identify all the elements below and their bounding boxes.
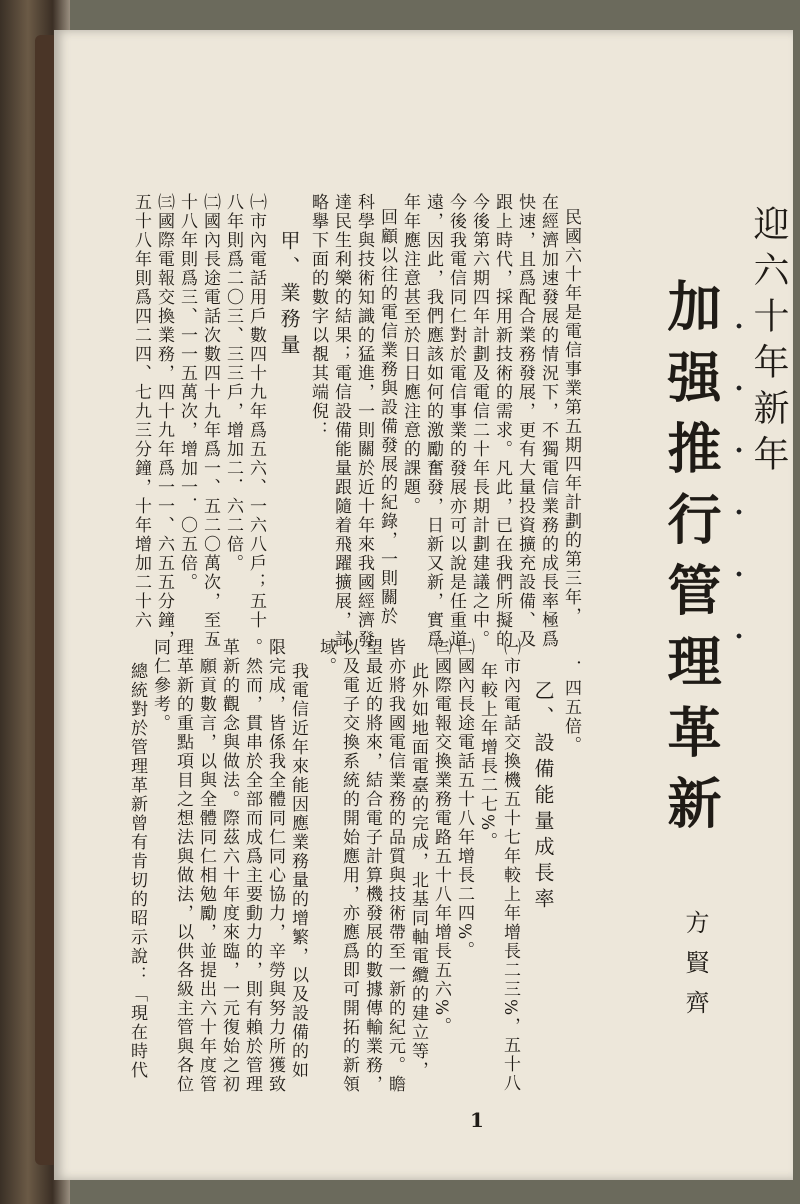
text-column: 革新的觀念與做法。際茲六十年度來臨，一元復始之初 — [219, 638, 239, 1094]
text-column: ，願貢數言，以與全體同仁相勉勵，並提出六十年度管 — [196, 638, 216, 1094]
text-column: 回顧以往的電信業務與設備發展的紀錄，一則關於 — [377, 208, 397, 626]
section-heading: 甲、業務量 — [277, 230, 301, 360]
text-column: 同仁參考。 — [150, 638, 170, 733]
text-column: 。然而，貫串於全部而成爲主要動力的，則有賴於管理 — [242, 638, 262, 1094]
text-column: 跟上時代，採用新技術的需求。凡此，已在我們所擬的 — [492, 193, 512, 649]
article-author: 方賢齊 — [681, 910, 709, 1030]
text-column: 望最近的將來，結合電子計算機發展的數據傳輸業務， — [362, 638, 382, 1094]
text-column: 以及電子交換系統的開始應用，亦應爲即可開拓的新領 — [339, 638, 359, 1094]
text-column: 科學與技術知識的猛進，一則關於近十年來我國經濟發 — [354, 193, 374, 649]
text-column: 民國六十年是電信事業第五期四年計劃的第三年， — [561, 208, 581, 626]
text-column: 我電信近年來能因應業務量的增繁，以及設備的如 — [288, 662, 308, 1080]
text-column: ㈡國內長途電話五十八年增長二四%。 — [454, 638, 474, 961]
text-column: 快速，且爲配合業務發展，更有大量投資擴充設備、及 — [515, 193, 535, 649]
text-column: 五十八年則爲四二四、七九三分鐘，十年增加二十六 — [131, 193, 151, 630]
text-column: ㈠市內電話交換機五十七年較上年增長二三%，五十八 — [500, 638, 520, 1094]
text-column: 年年應注意甚至於日日應注意的課題。 — [400, 193, 420, 516]
text-column: ㈢國際電報交換業務電路五十八年增長五六%。 — [431, 638, 451, 1037]
text-column: 總統對於管理革新曾有肯切的昭示說：「現在時代 — [127, 662, 147, 1080]
text-column: ㈠市內電話用戶數四十九年爲五六、一六八戶；五十 — [246, 193, 266, 630]
text-column: 今後第六期四年計劃及電信二十年長期計劃建議之中。 — [469, 193, 489, 649]
section-heading: 乙、設備能量成長率 — [531, 680, 555, 914]
text-column: 達民生利樂的結果；電信設備能量跟隨着飛躍擴展，試 — [331, 193, 351, 649]
text-column: ．四五倍。 — [561, 660, 581, 755]
article-title: 加强推行管理革新 — [659, 278, 723, 846]
text-column: ㈢國際電報交換業務，四十九年爲一一、六五五分鐘， — [154, 193, 174, 649]
text-column: 皆亦將我國電信業務的品質與技術帶至一新的紀元。瞻 — [385, 638, 405, 1094]
text-column: ㈡國內長途電話次數四十九年爲一、五二〇萬次，至五 — [200, 193, 220, 649]
text-column: 理革新的重點項目之想法與做法，以供各級主管與各位 — [173, 638, 193, 1094]
document-page — [54, 30, 793, 1180]
text-column: 此外如地面電臺的完成，北基同軸電纜的建立等， — [408, 662, 428, 1080]
text-column: 今後我電信同仁對於電信事業的發展亦可以說是任重道 — [446, 193, 466, 649]
text-column: 略擧下面的數字以覩其端倪： — [308, 193, 328, 440]
issue-label: 迎六十年新年 — [748, 205, 789, 481]
text-column: 八年則爲二〇三、三三戶，增加二．六二倍。 — [223, 193, 243, 573]
text-column: 年較上年增長二七%。 — [477, 662, 497, 852]
text-column: 遠，因此，我們應該如何的激勵奮發，日新又新，實爲 — [423, 193, 443, 649]
emphasis-dots — [734, 285, 744, 685]
text-column: 域。 — [316, 638, 336, 676]
page-number: 1 — [470, 1108, 484, 1132]
text-column: 限完成，皆係我全體同仁同心協力，辛勞與努力所獲致 — [265, 638, 285, 1094]
text-column: 在經濟加速發展的情況下，不獨電信業務的成長率極爲 — [538, 193, 558, 649]
text-column: 十八年則爲三、一一五萬次，增加一．〇五倍。 — [177, 193, 197, 592]
